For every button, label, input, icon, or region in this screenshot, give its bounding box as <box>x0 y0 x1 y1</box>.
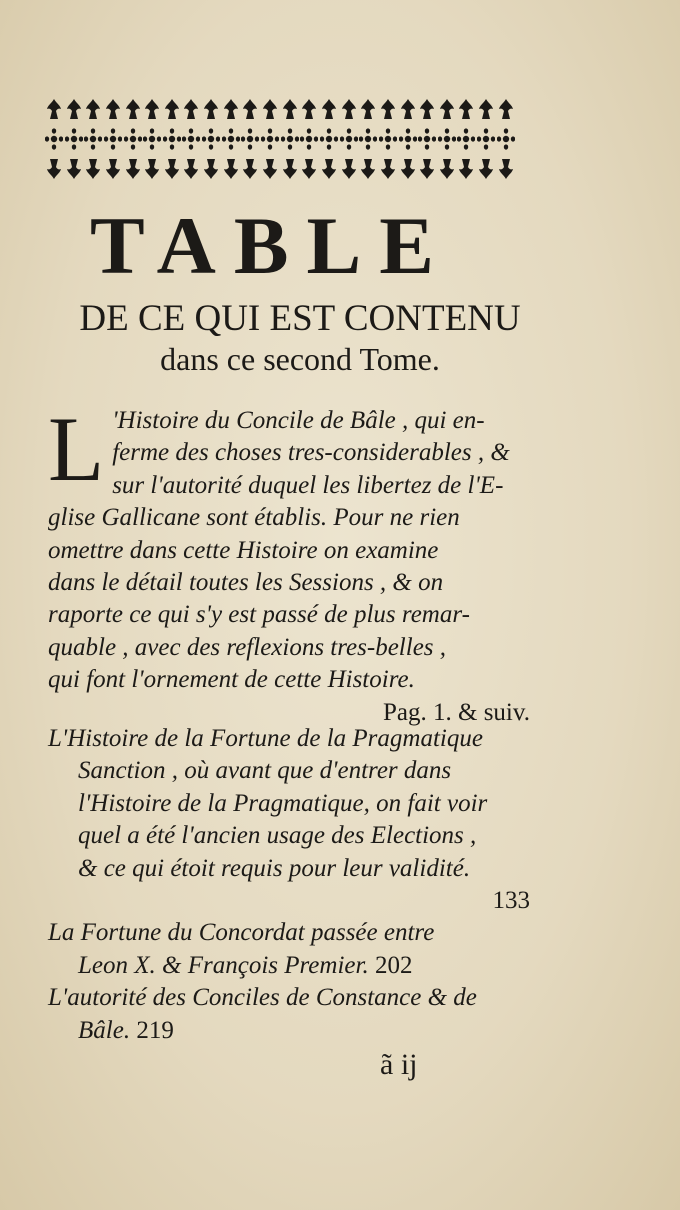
drop-cap: L <box>48 398 105 500</box>
fleuron-icon <box>438 128 456 150</box>
entry-line: & ce qui étoit requis pour leur validité. <box>78 854 471 882</box>
fleuron-icon <box>320 158 338 180</box>
ornament-row <box>45 128 515 150</box>
fleuron-icon <box>261 158 279 180</box>
entry-line: La Fortune du Concordat passée entre <box>48 919 435 947</box>
fleuron-icon <box>84 158 102 180</box>
entry-line: quable , avec des reflexions tres-belles , <box>48 633 447 661</box>
fleuron-icon <box>222 158 240 180</box>
fleuron-icon <box>45 98 63 120</box>
toc-entry <box>48 398 530 726</box>
fleuron-icon <box>300 98 318 120</box>
page-title: TABLE <box>90 200 452 291</box>
fleuron-icon <box>379 128 397 150</box>
fleuron-icon <box>124 98 142 120</box>
fleuron-icon <box>399 98 417 120</box>
entry-line: qui font l'ornement de cette Histoire. <box>48 666 415 694</box>
entry-line: omettre dans cette Histoire on examine <box>48 536 439 564</box>
fleuron-icon <box>497 98 515 120</box>
fleuron-icon <box>359 158 377 180</box>
fleuron-icon <box>438 98 456 120</box>
fleuron-icon <box>477 128 495 150</box>
fleuron-icon <box>418 128 436 150</box>
ornament-row <box>45 98 515 120</box>
fleuron-icon <box>457 98 475 120</box>
entry-line: l'Histoire de la Pragmatique, on fait voir <box>78 789 488 817</box>
page-reference: 202 <box>374 951 413 979</box>
fleuron-icon <box>261 98 279 120</box>
entry-line: L'Histoire de la Fortune de la Pragmatique <box>48 725 483 752</box>
fleuron-icon <box>300 158 318 180</box>
fleuron-icon <box>340 128 358 150</box>
subtitle-line-2: dans ce second Tome. <box>160 340 440 377</box>
entry-line: Bâle. <box>78 1016 131 1044</box>
fleuron-icon <box>182 158 200 180</box>
fleuron-icon <box>359 128 377 150</box>
fleuron-icon <box>320 98 338 120</box>
fleuron-icon <box>281 128 299 150</box>
page-reference: 219 <box>136 1016 174 1044</box>
fleuron-icon <box>104 98 122 120</box>
fleuron-icon <box>222 128 240 150</box>
fleuron-icon <box>477 158 495 180</box>
fleuron-icon <box>359 98 377 120</box>
ornament-row <box>45 158 515 180</box>
fleuron-icon <box>320 128 338 150</box>
fleuron-icon <box>202 128 220 150</box>
entry-line: ferme des choses tres-considerables , & <box>112 439 510 467</box>
fleuron-icon <box>124 128 142 150</box>
fleuron-icon <box>497 158 515 180</box>
entry-line: dans le détail toutes les Sessions , & on <box>48 569 444 597</box>
entry-line: raporte ce qui s'y est passé de plus remar- <box>48 601 470 629</box>
fleuron-icon <box>399 128 417 150</box>
page-subtitle <box>50 300 550 376</box>
table-of-contents <box>48 398 530 1047</box>
fleuron-icon <box>477 98 495 120</box>
fleuron-icon <box>418 158 436 180</box>
fleuron-icon <box>457 158 475 180</box>
entry-line: Leon X. & François Premier. <box>78 951 369 979</box>
fleuron-icon <box>300 128 318 150</box>
fleuron-icon <box>438 158 456 180</box>
fleuron-icon <box>143 98 161 120</box>
entry-line: quel a été l'ancien usage des Elections , <box>78 822 477 850</box>
toc-entry <box>48 723 530 917</box>
toc-entry <box>48 917 530 982</box>
fleuron-icon <box>104 158 122 180</box>
fleuron-ornament-band <box>45 98 515 180</box>
fleuron-icon <box>143 158 161 180</box>
fleuron-icon <box>261 128 279 150</box>
fleuron-icon <box>202 158 220 180</box>
fleuron-icon <box>143 128 161 150</box>
page-reference: 133 <box>492 887 530 915</box>
fleuron-icon <box>241 158 259 180</box>
fleuron-icon <box>281 98 299 120</box>
fleuron-icon <box>379 98 397 120</box>
page-reference: Pag. 1. & suiv. <box>383 698 530 726</box>
entry-line-with-page <box>48 1015 530 1047</box>
toc-entry <box>48 982 530 1047</box>
entry-line: L'autorité des Conciles de Constance & de <box>48 984 477 1012</box>
fleuron-icon <box>418 98 436 120</box>
fleuron-icon <box>163 128 181 150</box>
entry-line: 'Histoire du Concile de Bâle , qui en- <box>112 407 485 434</box>
fleuron-icon <box>65 128 83 150</box>
entry-line: Sanction , où avant que d'entrer dans <box>78 757 452 785</box>
fleuron-icon <box>124 158 142 180</box>
fleuron-icon <box>340 98 358 120</box>
entry-line-with-page <box>48 950 530 982</box>
fleuron-icon <box>379 158 397 180</box>
entry-line: sur l'autorité duquel les libertez de l'E- <box>112 471 504 499</box>
fleuron-icon <box>65 98 83 120</box>
fleuron-icon <box>104 128 122 150</box>
fleuron-icon <box>241 128 259 150</box>
signature-mark: ã ij <box>380 1048 418 1081</box>
fleuron-icon <box>202 98 220 120</box>
fleuron-icon <box>163 98 181 120</box>
fleuron-icon <box>399 158 417 180</box>
fleuron-icon <box>340 158 358 180</box>
fleuron-icon <box>281 158 299 180</box>
fleuron-icon <box>163 158 181 180</box>
fleuron-icon <box>45 128 63 150</box>
fleuron-icon <box>84 128 102 150</box>
fleuron-icon <box>182 128 200 150</box>
fleuron-icon <box>222 98 240 120</box>
fleuron-icon <box>497 128 515 150</box>
fleuron-icon <box>182 98 200 120</box>
subtitle-line-1: DE CE QUI EST CONTENU <box>79 298 521 339</box>
fleuron-icon <box>457 128 475 150</box>
fleuron-icon <box>241 98 259 120</box>
fleuron-icon <box>84 98 102 120</box>
fleuron-icon <box>65 158 83 180</box>
fleuron-icon <box>45 158 63 180</box>
entry-line: glise Gallicane sont établis. Pour ne rien <box>48 504 460 532</box>
